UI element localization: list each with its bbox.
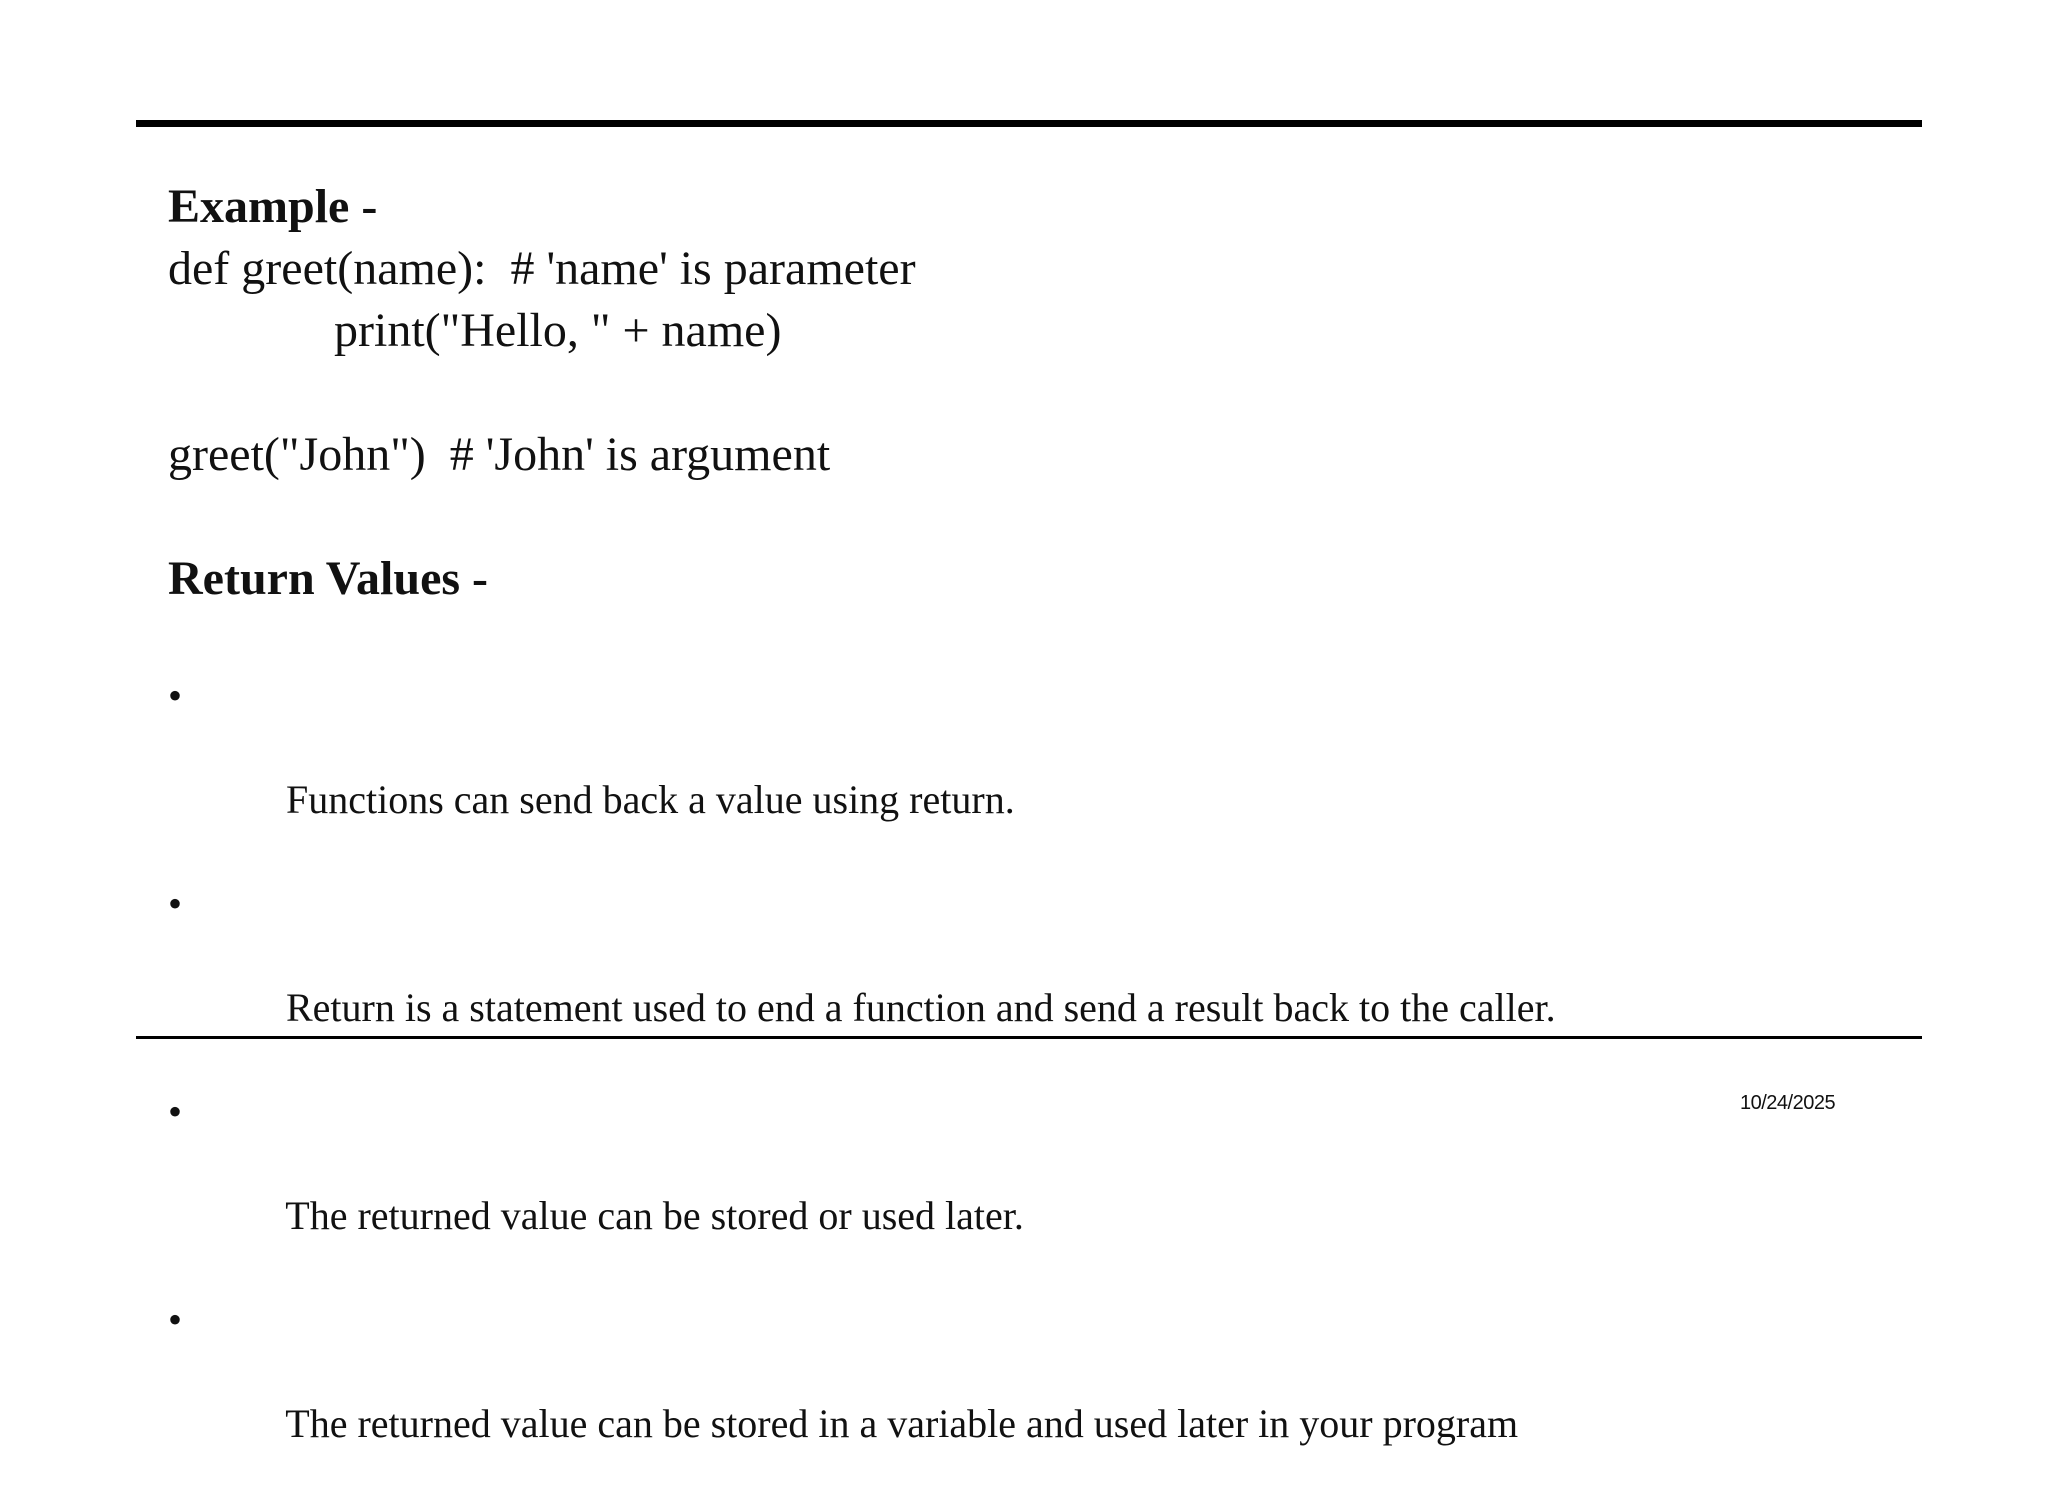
bullet-text: Functions can send back a value using return. <box>286 777 1015 822</box>
bullet-text: Return is a statement used to end a function and send a result back to the caller. <box>286 985 1556 1030</box>
bullet-icon: • <box>168 1297 183 1342</box>
return-values-heading: Return Values - <box>168 552 489 605</box>
code-line-print: print("Hello, " + name) <box>334 304 782 357</box>
list-item <box>168 878 1868 1086</box>
list-item <box>168 1294 1868 1502</box>
blank-line <box>168 362 1868 424</box>
bullet-list <box>168 670 1868 1502</box>
bullet-icon: • <box>168 1089 183 1134</box>
top-divider <box>136 120 1922 127</box>
code-line-call: greet("John") # 'John' is argument <box>168 428 831 481</box>
list-item <box>168 1086 1868 1294</box>
list-item <box>168 670 1868 878</box>
example-heading: Example - <box>168 180 378 233</box>
blank-line <box>168 610 1868 670</box>
code-line-def: def greet(name): # 'name' is parameter <box>168 242 916 295</box>
slide-content <box>168 176 1868 1502</box>
bullet-text: The returned value can be stored or used later. <box>285 1193 1024 1238</box>
bottom-divider <box>136 1036 1922 1039</box>
bullet-icon: • <box>168 881 183 926</box>
blank-line <box>168 486 1868 548</box>
footer-date: 10/24/2025 <box>1740 1092 1836 1114</box>
bullet-icon: • <box>168 673 183 718</box>
bullet-text: The returned value can be stored in a variable and used later in your program <box>285 1401 1519 1446</box>
